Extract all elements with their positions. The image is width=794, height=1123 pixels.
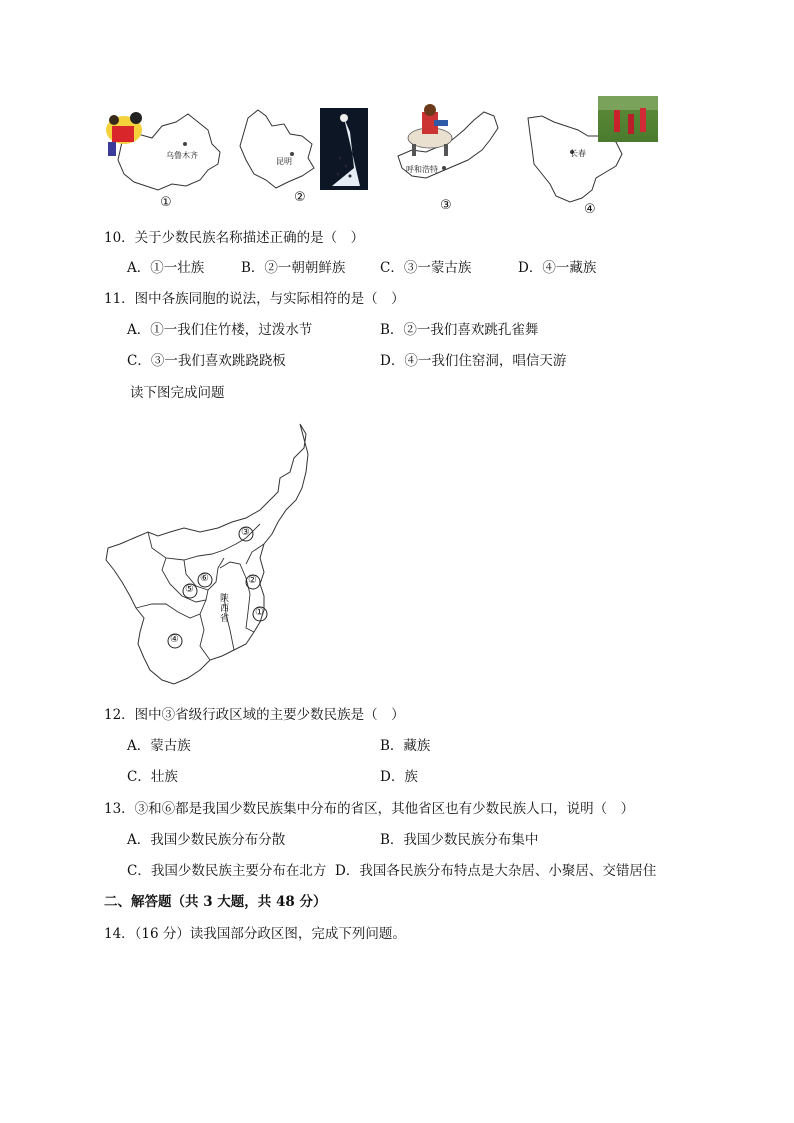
question-12-option-c[interactable]: C．壮族 — [127, 769, 178, 785]
question-13-option-b[interactable]: B．我国少数民族分布集中 — [380, 832, 539, 848]
question-13-option-c[interactable]: C．我国少数民族主要分布在北方 — [127, 863, 327, 879]
uyghur-dancer-icon — [102, 108, 152, 158]
question-12-option-b[interactable]: B．藏族 — [380, 738, 431, 754]
top-map-3 — [394, 100, 506, 216]
province-number-1: ① — [255, 607, 264, 618]
question-11-stem: 11．图中各族同胞的说法，与实际相符的是（ ） — [104, 291, 405, 307]
question-10-option-a[interactable]: A．①一壮族 — [127, 260, 205, 276]
question-12-option-a[interactable]: A．蒙古族 — [127, 738, 191, 754]
northwest-region-map — [100, 418, 310, 694]
map-city-label: 长春 — [570, 149, 586, 158]
peacock-dance-photo — [320, 108, 368, 190]
mongolian-rider-icon — [400, 102, 456, 158]
peacock-dancer-icon — [320, 108, 368, 190]
korean-dance-photo — [598, 96, 658, 142]
question-11-option-c[interactable]: C．③一我们喜欢跳跷跷板 — [127, 353, 286, 369]
question-11-option-b[interactable]: B．②一我们喜欢跳孔雀舞 — [380, 322, 539, 338]
province-number-4: ④ — [170, 634, 179, 645]
province-number-3: ③ — [241, 527, 250, 538]
region-map-outline — [100, 418, 310, 694]
section-2-heading: 二、解答题（共 3 大题，共 48 分） — [104, 894, 327, 910]
map-number: ④ — [584, 202, 596, 217]
dancers-icon — [598, 96, 658, 142]
question-10-option-c[interactable]: C．③一蒙古族 — [380, 260, 472, 276]
question-10-stem: 10．关于少数民族名称描述正确的是（ ） — [104, 230, 365, 246]
top-map-2 — [236, 104, 366, 212]
province-number-6: ⑥ — [200, 573, 209, 584]
top-map-4 — [526, 96, 660, 220]
shaanxi-label: 陕西省 — [220, 594, 230, 624]
map-number: ① — [160, 195, 172, 210]
province-number-5: ⑤ — [185, 584, 194, 595]
read-prompt: 读下图完成问题 — [130, 385, 225, 401]
question-10-option-b[interactable]: B．②一朝朝鲜族 — [241, 260, 346, 276]
map-number: ③ — [440, 198, 452, 213]
province-number-2: ② — [248, 575, 257, 586]
question-13-stem: 13．③和⑥都是我国少数民族集中分布的省区，其他省区也有少数民族人口，说明（ ） — [104, 801, 635, 817]
question-12-option-d[interactable]: D．族 — [380, 769, 418, 785]
map-city-label: 呼和浩特 — [406, 165, 438, 174]
yunnan-outline — [236, 104, 332, 194]
question-14-stem: 14．（16 分）读我国部分政区图，完成下列问题。 — [104, 926, 406, 942]
top-map-1 — [100, 100, 230, 212]
map-city-label: 乌鲁木齐 — [166, 151, 198, 160]
question-13-option-d[interactable]: D．我国各民族分布特点是大杂居、小聚居、交错居住 — [335, 863, 657, 879]
map-city-label: 昆明 — [276, 157, 292, 166]
question-12-stem: 12．图中③省级行政区域的主要少数民族是（ ） — [104, 707, 405, 723]
question-13-option-a[interactable]: A．我国少数民族分布分散 — [127, 832, 286, 848]
question-11-option-d[interactable]: D．④一我们住窑洞，唱信天游 — [380, 353, 567, 369]
map-number: ② — [294, 190, 306, 205]
question-10-option-d[interactable]: D．④一藏族 — [518, 260, 597, 276]
question-11-option-a[interactable]: A．①一我们住竹楼，过泼水节 — [127, 322, 313, 338]
